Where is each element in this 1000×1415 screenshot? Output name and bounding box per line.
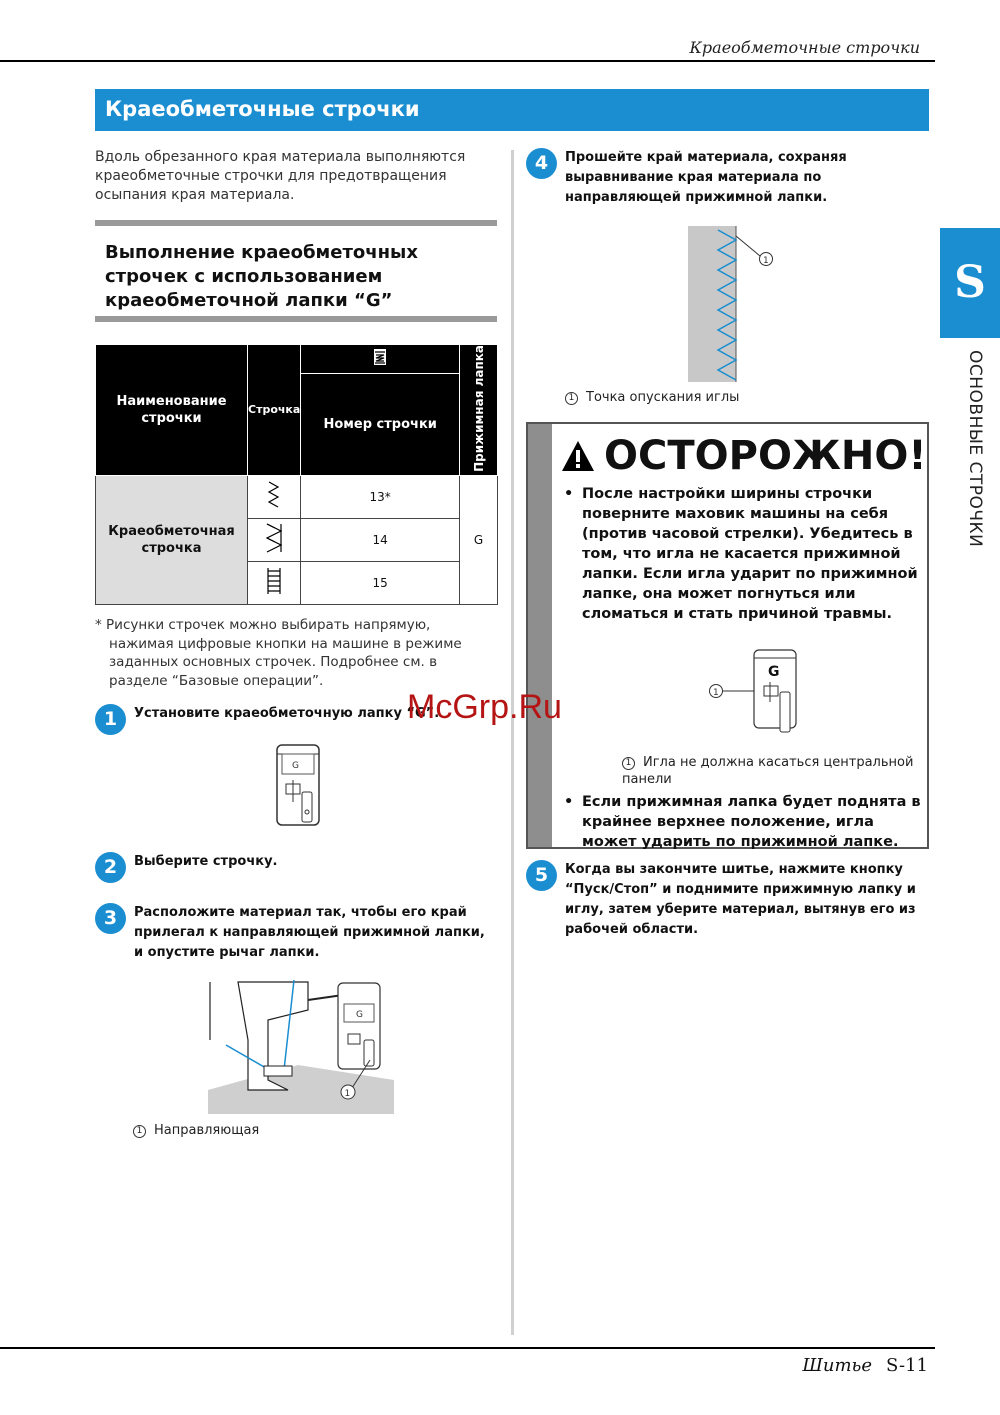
- table-header-name: Наименование строчки: [96, 345, 248, 476]
- watermark: McGrp.Ru: [407, 688, 562, 726]
- caution-list: [560, 792, 927, 852]
- table-cell-number: 13*: [301, 475, 460, 518]
- callout-marker: 1: [565, 392, 578, 405]
- caption-text: Направляющая: [154, 1123, 260, 1138]
- table-cell-foot: G: [460, 475, 498, 604]
- running-header: Краеобметочные строчки: [689, 38, 920, 57]
- callout-marker: 1: [133, 1125, 146, 1138]
- caution-title: ОСТОРОЖНО!: [604, 433, 927, 479]
- caution-body: [552, 424, 937, 850]
- table-header-icon: [301, 345, 460, 374]
- column-divider: [511, 150, 514, 1335]
- footer-chapter: Шитье: [802, 1355, 873, 1376]
- presser-foot-g-illustration: [274, 742, 322, 828]
- subsection-heading-box: [95, 220, 497, 322]
- overcast-stitch-2-icon: [265, 522, 283, 554]
- chapter-tab: S: [940, 228, 1000, 338]
- step-number-badge: 4: [526, 148, 557, 179]
- caution-side-bar: [528, 424, 552, 847]
- stitched-edge-illustration: [688, 226, 782, 382]
- step-text: Прошейте край материала, сохраняя выравнивание края материала по направляющей прижимной лапки.: [565, 150, 847, 205]
- table-cell-number: 15: [301, 561, 460, 604]
- caution-title-row: [560, 432, 927, 480]
- chapter-tab-label: ОСНОВНЫЕ СТРОЧКИ: [965, 350, 985, 548]
- table-cell-number: 14: [301, 518, 460, 561]
- caption-needle-panel: [622, 754, 927, 788]
- step-5: [526, 860, 929, 940]
- header-rule: [0, 60, 935, 62]
- needle-panel-illustration: [708, 646, 808, 742]
- caption-text: Точка опускания иглы: [586, 390, 740, 405]
- step-2: [95, 852, 495, 883]
- table-header-stitch: Строчка: [248, 345, 301, 476]
- overcast-stitch-1-icon: [266, 480, 282, 510]
- intro-paragraph: Вдоль обрезанного края материала выполняются краеобметочные строчки для предотвращения осыпания края материала.: [95, 149, 466, 203]
- fabric-alignment-illustration: [208, 980, 394, 1114]
- section-title: Краеобметочные строчки: [95, 89, 929, 131]
- callout-marker: 1: [344, 1089, 351, 1099]
- subsection-title: Выполнение краеобметочных строчек с использованием краеобметочной лапки “G”: [105, 242, 418, 311]
- page-number: S-11: [886, 1355, 928, 1376]
- step-text: Выберите строчку.: [134, 854, 278, 869]
- callout-marker: 1: [713, 688, 719, 698]
- callout-marker: 1: [763, 256, 769, 266]
- step-text: Установите краеобметочную лапку “G”.: [134, 706, 440, 721]
- stitch-icon-cell: [248, 475, 301, 518]
- stitch-icon-cell: [248, 518, 301, 561]
- step-number-badge: 5: [526, 860, 557, 891]
- table-header-foot: [460, 345, 498, 476]
- table-header-foot-label: Прижимная лапка: [471, 345, 486, 472]
- caption-guide: [133, 1123, 259, 1138]
- warning-triangle-icon: [560, 439, 596, 473]
- step-text: Когда вы закончите шитье, нажмите кнопку “Пуск/Стоп” и поднимите прижимную лапку и иглу, затем уберите материал, вытянув его из рабочей области.: [565, 862, 916, 937]
- table-row-name: Краеобметочная строчка: [96, 475, 248, 604]
- step-number-badge: 2: [95, 852, 126, 883]
- callout-marker: 1: [622, 757, 635, 770]
- foot-letter: G: [356, 1010, 363, 1020]
- caption-needle-drop: [565, 390, 739, 405]
- step-number-badge: 1: [95, 704, 126, 735]
- step-number-badge: 3: [95, 903, 126, 934]
- stitch-table: [95, 344, 498, 605]
- step-4: [526, 148, 929, 208]
- caution-item: • Если прижимная лапка будет поднята в крайнее верхнее положение, игла может ударить по прижимной лапке.: [560, 792, 927, 852]
- table-header-number: Номер строчки: [301, 373, 460, 475]
- step-text: Расположите материал так, чтобы его край прилегал к направляющей прижимной лапки, и опустите рычаг лапки.: [134, 905, 485, 960]
- page-footer: [802, 1355, 928, 1376]
- caution-list: [560, 484, 927, 624]
- stitch-mode-icon: [373, 348, 387, 366]
- caution-item: • После настройки ширины строчки поверните маховик машины на себя (против часовой стрелки). Убедитесь в том, что игла не касается прижимной лапки. Если игла ударит по прижимной лапке, она может погнуться или сломаться и стать причиной травмы.: [560, 484, 927, 624]
- table-footnote: * Рисунки строчек можно выбирать напрямую, нажимая цифровые кнопки на машине в режиме заданных основных строчек. Подробнее см. в разделе “Базовые операции”.: [95, 617, 462, 689]
- overcast-stitch-3-icon: [265, 565, 283, 597]
- foot-letter: G: [292, 761, 299, 771]
- foot-letter: G: [768, 664, 780, 680]
- caution-box: [526, 422, 929, 849]
- footer-rule: [0, 1347, 935, 1349]
- caption-text: Игла не должна касаться центральной панели: [622, 755, 914, 787]
- stitch-icon-cell: [248, 561, 301, 604]
- step-3: [95, 903, 497, 963]
